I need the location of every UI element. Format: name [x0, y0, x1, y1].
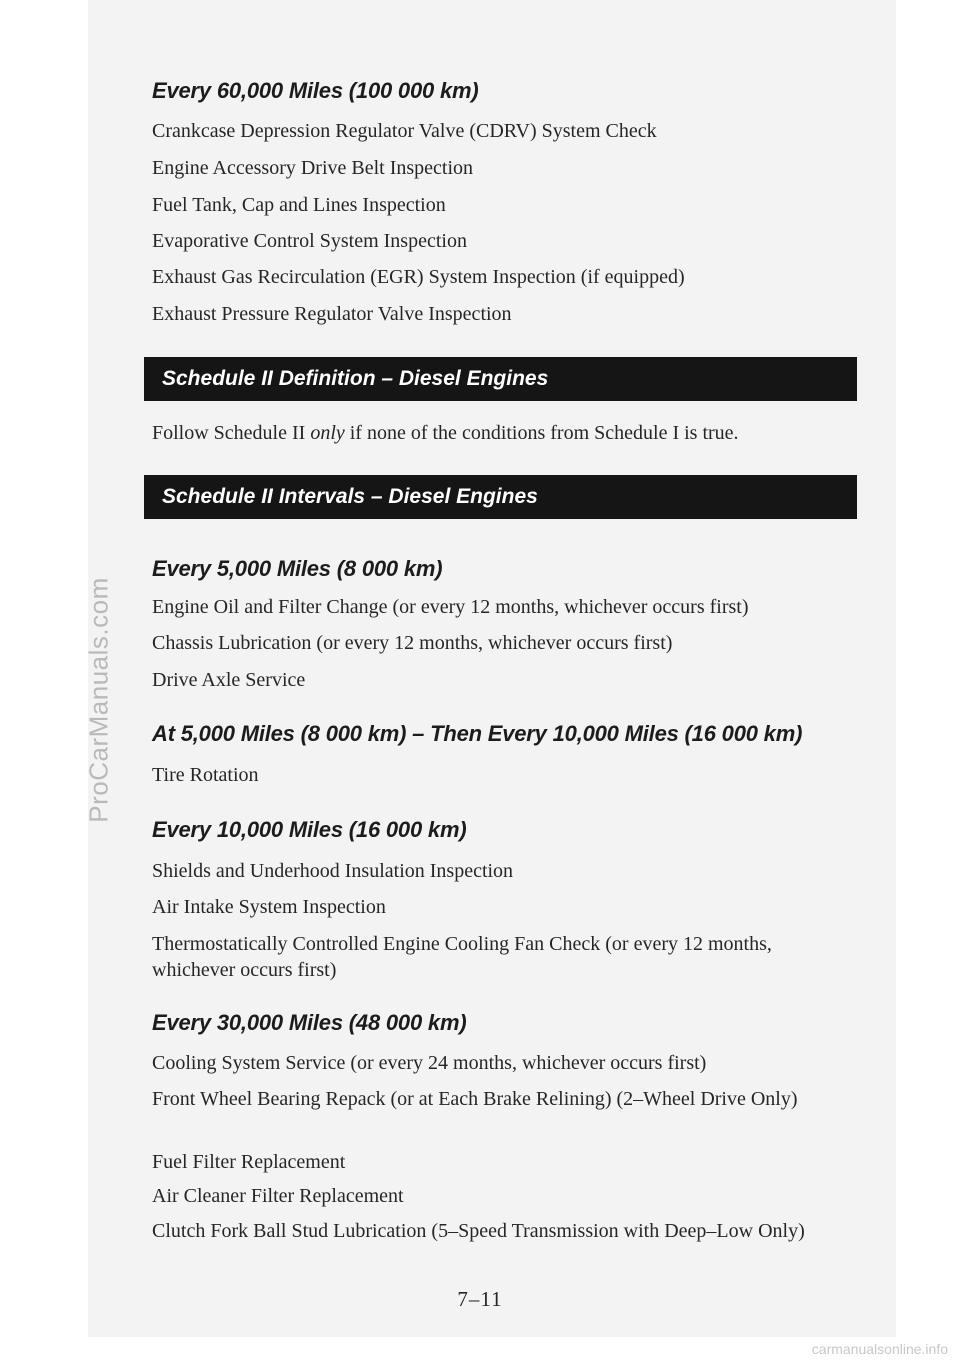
list-item: Fuel Tank, Cap and Lines Inspection: [152, 194, 446, 216]
section-bar-definition: Schedule II Definition – Diesel Engines: [144, 357, 857, 401]
list-item: Crankcase Depression Regulator Valve (CDRV) System Check: [152, 120, 657, 142]
section-heading-60000: Every 60,000 Miles (100 000 km): [152, 78, 479, 103]
list-item: Engine Accessory Drive Belt Inspection: [152, 157, 474, 179]
list-item: Front Wheel Bearing Repack (or at Each Brake Relining) (2–Wheel Drive Only): [152, 1088, 798, 1110]
list-item: Fuel Filter Replacement: [152, 1151, 346, 1173]
section-bar-intervals: Schedule II Intervals – Diesel Engines: [144, 475, 857, 519]
list-item: Air Intake System Inspection: [152, 896, 386, 918]
list-item: Thermostatically Controlled Engine Cooling Fan Check (or every 12 months, whichever occurs first): [152, 933, 772, 981]
list-item: Cooling System Service (or every 24 months, whichever occurs first): [152, 1052, 707, 1074]
list-item: Air Cleaner Filter Replacement: [152, 1185, 404, 1207]
list-item: Chassis Lubrication (or every 12 months, whichever occurs first): [152, 632, 673, 654]
schedule-definition-text: Follow Schedule II only if none of the conditions from Schedule I is true.: [152, 422, 739, 444]
page-number: 7–11: [457, 1287, 503, 1311]
list-item: Tire Rotation: [152, 764, 259, 786]
section-heading-5000-then-10000: At 5,000 Miles (8 000 km) – Then Every 10,000 Miles (16 000 km): [152, 721, 803, 746]
bottom-watermark: carmanualsonline.info: [811, 1341, 948, 1357]
section-heading-30000: Every 30,000 Miles (48 000 km): [152, 1010, 467, 1035]
list-item: Evaporative Control System Inspection: [152, 230, 467, 252]
section-heading-10000: Every 10,000 Miles (16 000 km): [152, 817, 467, 842]
list-item: Clutch Fork Ball Stud Lubrication (5–Speed Transmission with Deep–Low Only): [152, 1220, 805, 1242]
section-heading-5000: Every 5,000 Miles (8 000 km): [152, 556, 443, 581]
list-item: Exhaust Pressure Regulator Valve Inspection: [152, 303, 512, 325]
list-item: Engine Oil and Filter Change (or every 12 months, whichever occurs first): [152, 596, 749, 618]
list-item: Shields and Underhood Insulation Inspection: [152, 860, 514, 882]
list-item: Exhaust Gas Recirculation (EGR) System Inspection (if equipped): [152, 266, 685, 288]
list-item: Drive Axle Service: [152, 669, 306, 691]
